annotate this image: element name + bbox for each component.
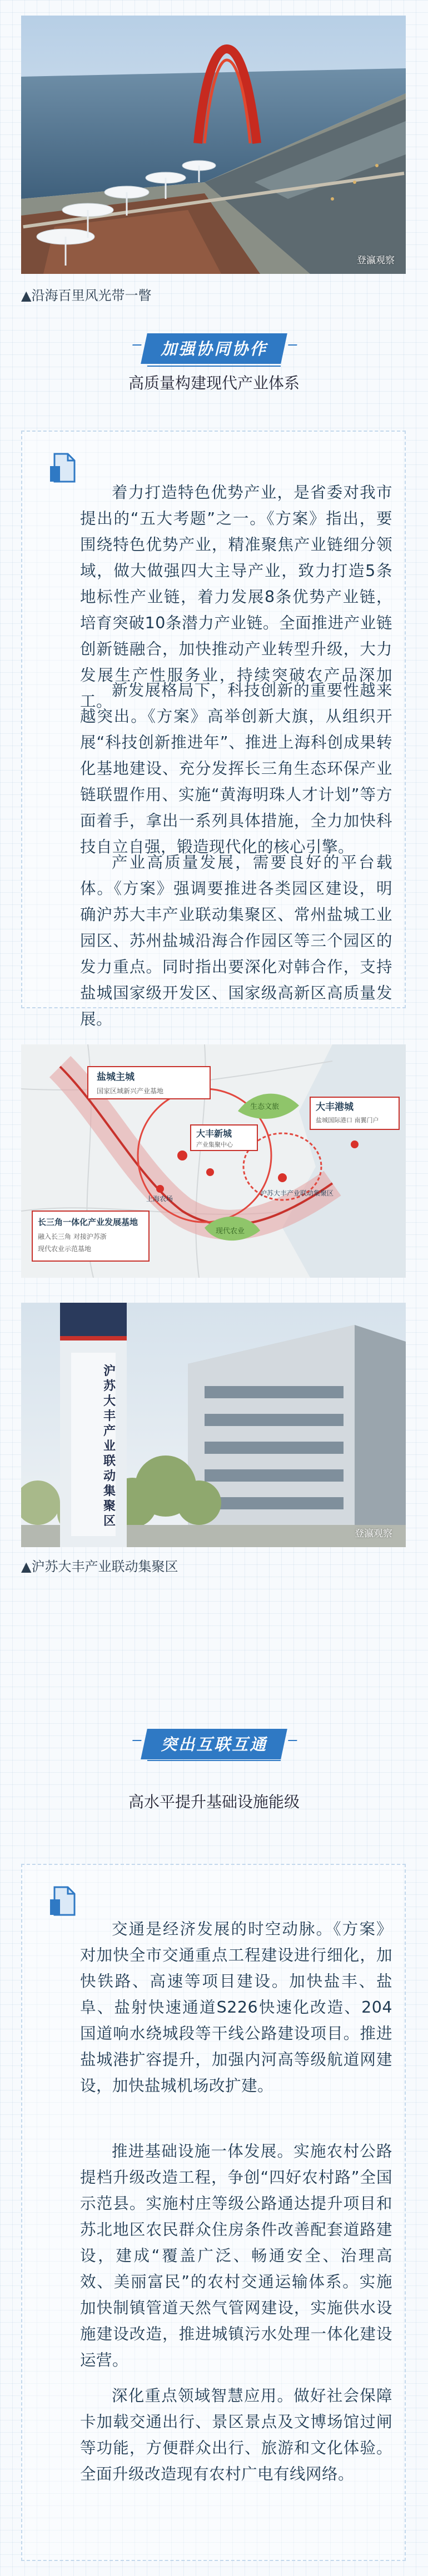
document-icon	[49, 1885, 78, 1917]
regional-map	[21, 1044, 406, 1278]
industrial-park-image	[21, 1303, 406, 1547]
map-label: 现代农业示范基地	[38, 1245, 92, 1253]
document-icon	[49, 452, 78, 484]
map-label: 现代农业	[216, 1227, 245, 1236]
photo-caption: ▲沿海百里风光带一瞥	[21, 288, 152, 303]
section-divider	[147, 366, 281, 367]
sign-text: 沪苏大丰产业联动集聚区	[103, 1364, 116, 1528]
watermark: 登瀛观察	[357, 255, 395, 266]
map-label: 上海农场	[146, 1195, 173, 1203]
section-subtitle: 高水平提升基础设施能级	[128, 1793, 300, 1811]
paragraph: 推进基础设施一体发展。实施农村公路提档升级改造工程，争创“四好农村路”全国示范县。实施村庄等级公路通达提升项目和苏北地区农民群众住房条件改善配套道路建设，建成“覆盖广泛、畅通安全、治理高效、美丽富民”的农村交通运输体系。实施加快制镇管道天然气管网建设，实施供水设施建设改造，推进城镇污水处理一体化建设运营。	[80, 2142, 392, 2369]
section-subtitle: 高质量构建现代产业体系	[128, 374, 300, 392]
paragraph: 新发展格局下，科技创新的重要性越来越突出。《方案》高举创新大旗，从组织开展“科技创新推进年”、推进上海科创成果转化基地建设、充分发挥长三角生态环保产业链联盟作用、实施“黄海明珠人才计划”等方面着手，拿出一系列具体措施，全力加快科技自立自强，锻造现代化的核心引擎。	[80, 681, 392, 856]
regional-map-graphic	[21, 1044, 406, 1278]
map-label: 融入长三角 对接沪苏浙	[38, 1233, 107, 1241]
map-label: 盐城主城	[97, 1072, 135, 1083]
photo-industrial-park	[21, 1303, 406, 1547]
map-label: 盐城国际港口 南翼门户	[316, 1117, 379, 1124]
section-banner-text: 突出互联互通	[161, 1735, 268, 1754]
paragraph: 交通是经济发展的时空动脉。《方案》对加快全市交通重点工程建设进行细化，加快铁路、高速等项目建设。加快盐丰、盐阜、盐射快速通道S226快速化改造、204国道响水绕城段等干线公路建设项目。推进盐城港扩容提升，加强内河高等级航道网建设，加快盐城机场改扩建。	[80, 1920, 392, 2095]
map-label: 国家区域新兴产业基地	[97, 1087, 164, 1095]
section-banner-text: 加强协同协作	[161, 339, 268, 358]
paragraph: 深化重点领域智慧应用。做好社会保障卡加载交通出行、景区景点及文博场馆过闸等功能，方便群众出行、旅游和文化体验。全面升级改造现有农村广电有线网络。	[80, 2387, 392, 2483]
section-banner	[0, 333, 428, 364]
map-label: 沪苏大丰产业联动集聚区	[260, 1189, 334, 1197]
map-label: 大丰新城	[196, 1128, 232, 1139]
photo-coastal-scenery	[21, 16, 406, 274]
map-label: 产业集聚中心	[196, 1141, 233, 1148]
section-divider	[147, 1760, 281, 1761]
text-card	[21, 431, 406, 1028]
paragraph: 着力打造特色优势产业，是省委对我市提出的“五大考题”之一。《方案》指出，要围绕特色优势产业，精准聚焦产业链细分领域，做大做强四大主导产业，致力打造5条地标性产业链，着力发展8条优势产业链，培育突破10条潜力产业链。全面推进产业链创新链融合，加快推动产业转型升级，大力发展生产性服务业，持续突破农产品深加工。	[80, 483, 392, 711]
map-label: 长三角一体化产业发展基地	[38, 1217, 138, 1227]
photo-caption: ▲沪苏大丰产业联动集聚区	[21, 1559, 178, 1574]
paragraph: 产业高质量发展，需要良好的平台载体。《方案》强调要推进各类园区建设，明确沪苏大丰产业联动集聚区、常州盐城工业园区、苏州盐城沿海合作园区等三个园区的发力重点。同时指出要深化对韩合作，支持盐城国家级开发区、国家级高新区高质量发展。	[80, 853, 392, 1028]
section-banner	[0, 1729, 428, 1759]
map-label: 大丰港城	[316, 1102, 354, 1113]
text-card	[21, 1864, 406, 2561]
watermark: 登瀛观察	[355, 1528, 392, 1539]
map-label: 生态文旅	[250, 1103, 280, 1111]
coastal-scenery-image	[21, 16, 406, 274]
